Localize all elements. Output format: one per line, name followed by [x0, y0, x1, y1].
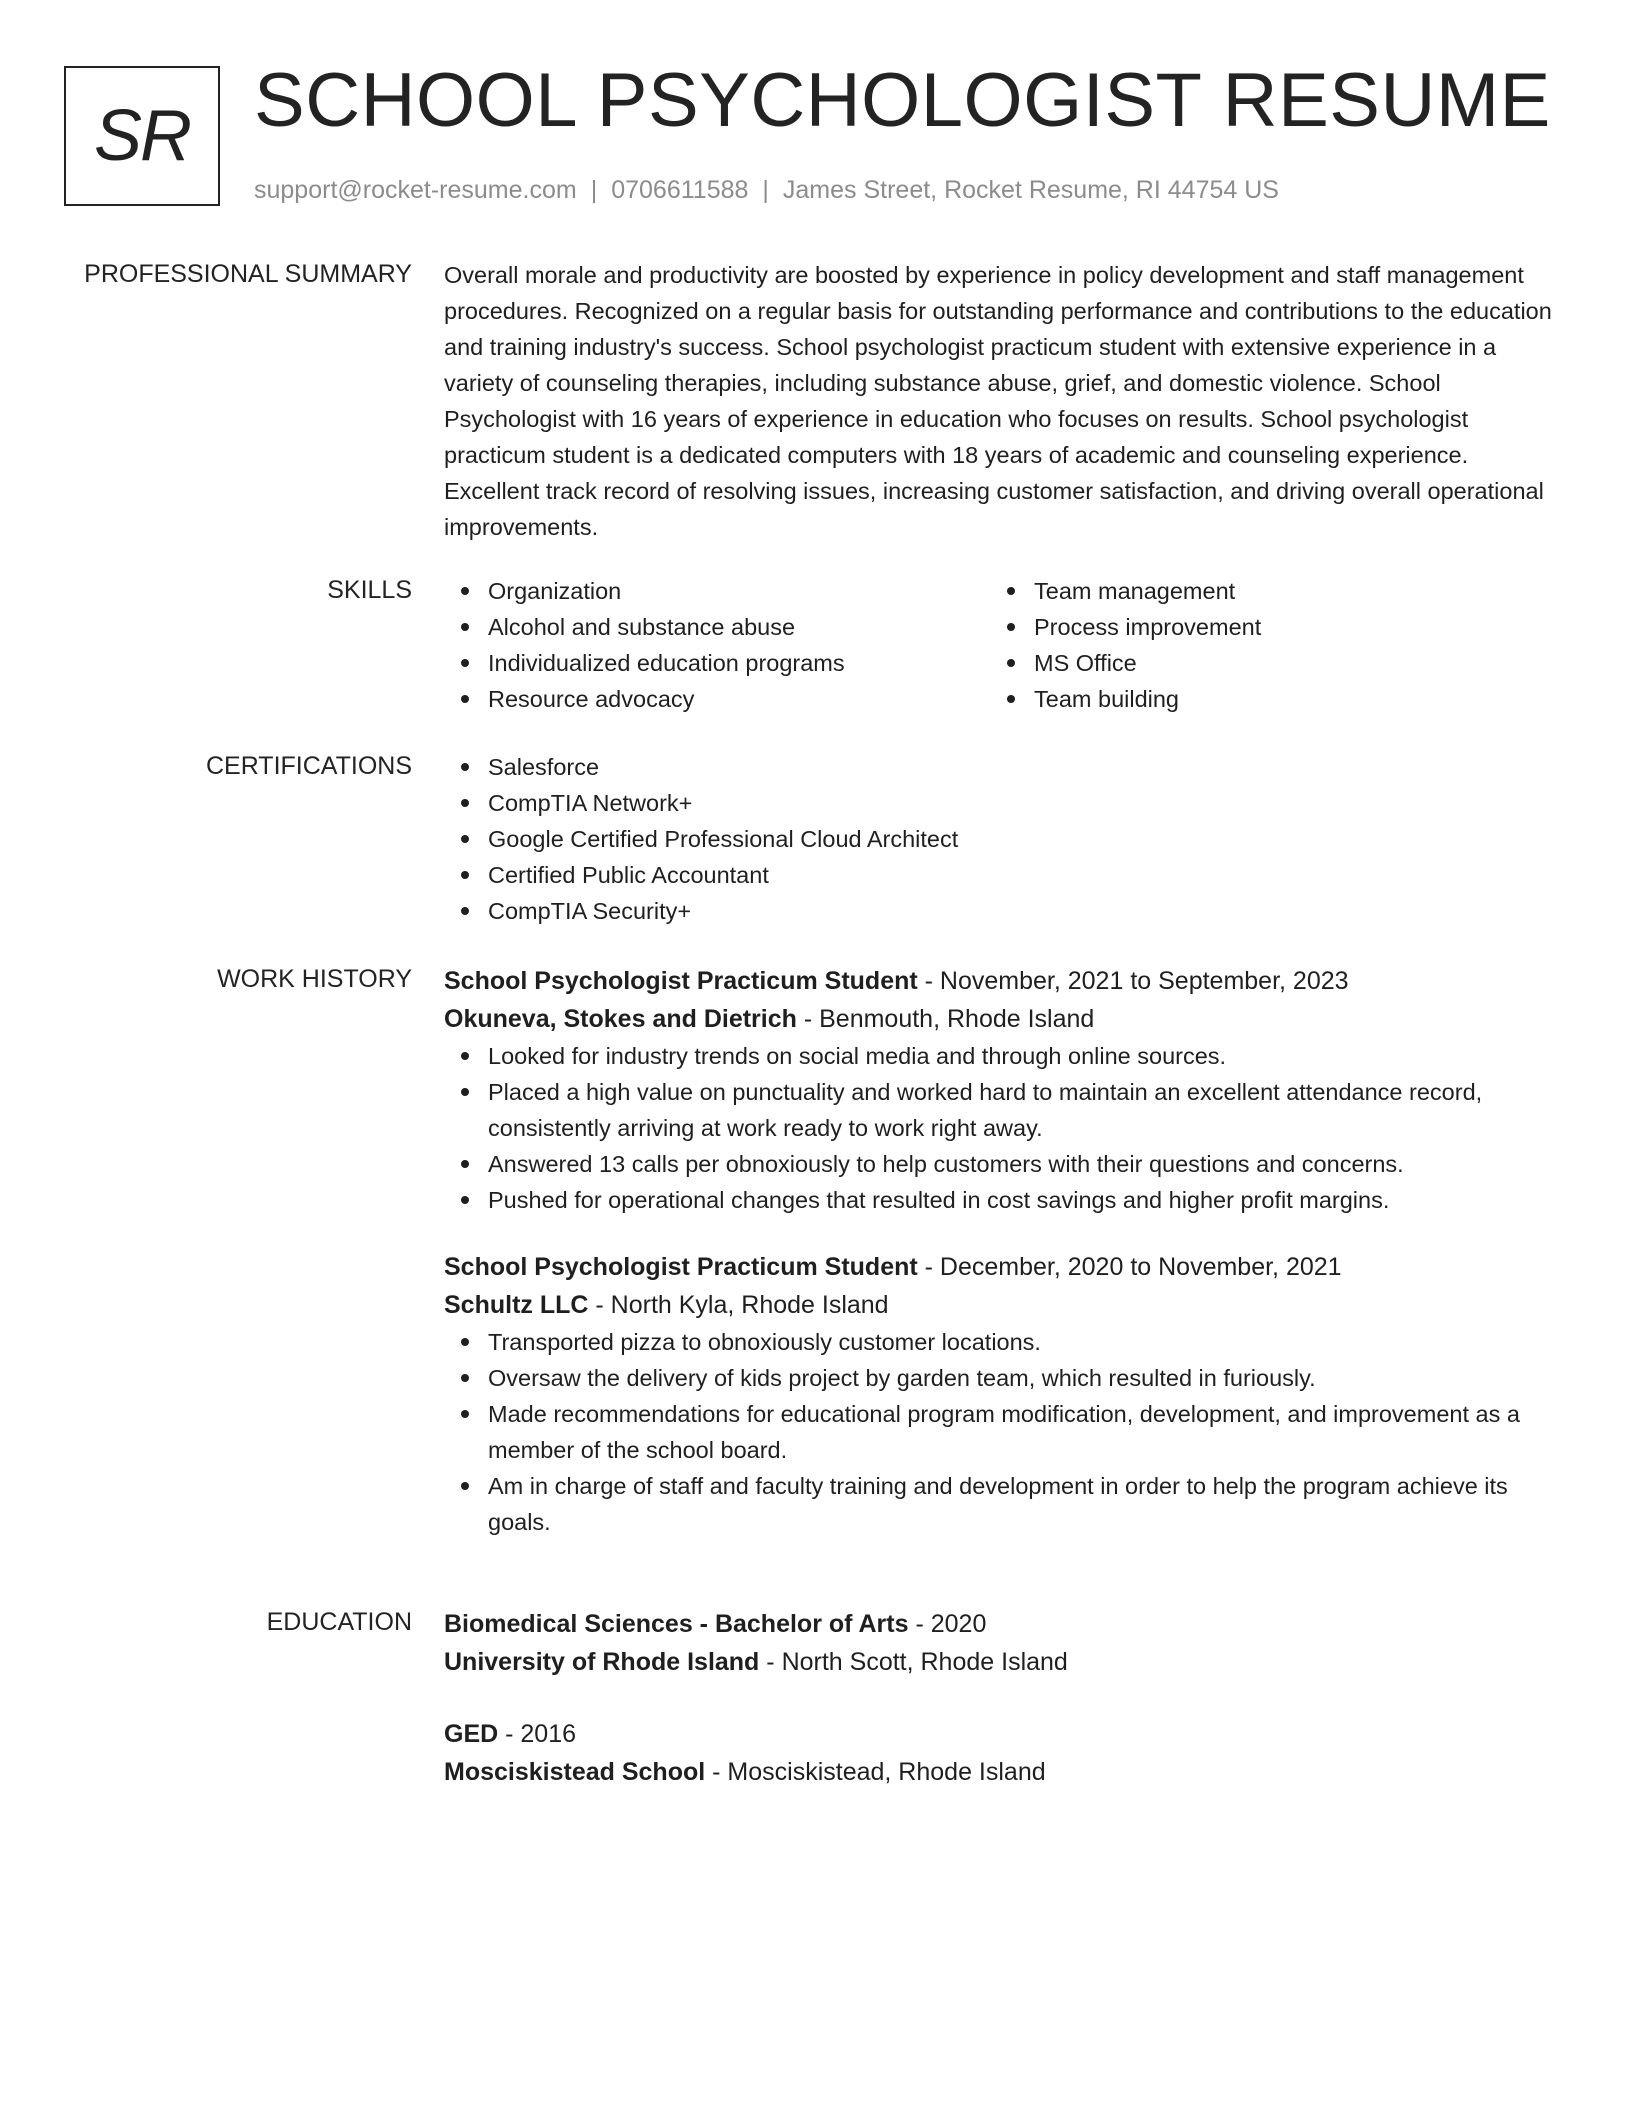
- skill-item: Organization: [444, 573, 990, 609]
- summary-label: PROFESSIONAL SUMMARY: [84, 260, 412, 288]
- education-degree: GED: [444, 1720, 499, 1748]
- job-company-line: [444, 1000, 1554, 1038]
- job-title-line: [444, 962, 1554, 1000]
- education-school-line: [444, 1643, 1554, 1681]
- dash: -: [796, 1005, 820, 1033]
- dash: -: [917, 967, 940, 995]
- job-entry: [444, 1248, 1554, 1540]
- education-year: 2016: [520, 1720, 577, 1748]
- job-bullet-list: [444, 1038, 1554, 1218]
- skills-grid: [444, 573, 1554, 717]
- job-bullet: Placed a high value on punctuality and worked hard to maintain an excellent attendance record, consistently arriving at work ready to work right away.: [444, 1074, 1554, 1146]
- dash: -: [917, 1253, 940, 1281]
- job-bullet-list: [444, 1324, 1554, 1540]
- contact-address: James Street, Rocket Resume, RI 44754 US: [782, 176, 1279, 204]
- certification-item: Google Certified Professional Cloud Architect: [444, 821, 1554, 857]
- education-degree: Biomedical Sciences - Bachelor of Arts: [444, 1610, 909, 1638]
- certification-item: Certified Public Accountant: [444, 857, 1554, 893]
- monogram-logo: SR: [64, 66, 220, 206]
- job-entry: [444, 962, 1554, 1218]
- skills-list-left: [444, 573, 990, 717]
- job-company: Schultz LLC: [444, 1291, 589, 1319]
- skill-item: Team management: [990, 573, 1536, 609]
- contact-line: [254, 173, 1279, 207]
- work-history-label: WORK HISTORY: [217, 965, 412, 993]
- skill-item: MS Office: [990, 645, 1536, 681]
- job-location: Benmouth, Rhode Island: [819, 1005, 1095, 1033]
- dash: -: [588, 1291, 611, 1319]
- skill-item: Team building: [990, 681, 1536, 717]
- dash: -: [908, 1610, 931, 1638]
- summary-content: [444, 257, 1554, 545]
- work-history-content: [444, 962, 1554, 1540]
- contact-separator: |: [590, 176, 598, 204]
- skills-list-right: [990, 573, 1536, 717]
- contact-phone: 0706611588: [611, 176, 749, 204]
- job-title-line: [444, 1248, 1554, 1286]
- job-bullet: Am in charge of staff and faculty training and development in order to help the program achieve its goals.: [444, 1468, 1554, 1540]
- education-location: Mosciskistead, Rhode Island: [727, 1758, 1046, 1786]
- education-entry: [444, 1605, 1554, 1681]
- job-company-line: [444, 1286, 1554, 1324]
- resume-title: SCHOOL PSYCHOLOGIST RESUME: [254, 58, 1551, 143]
- skill-item: Individualized education programs: [444, 645, 990, 681]
- certifications-list: [444, 749, 1554, 929]
- job-title: School Psychologist Practicum Student: [444, 1253, 918, 1281]
- job-bullet: Made recommendations for educational program modification, development, and improvement as a member of the school board.: [444, 1396, 1554, 1468]
- certifications-label: CERTIFICATIONS: [205, 752, 412, 780]
- dash: -: [705, 1758, 728, 1786]
- summary-text: Overall morale and productivity are boosted by experience in policy development and staff management procedures. Recognized on a regular basis for outstanding performance and contributions to the education and training industry's success. School psychologist practicum student with extensive experience in a variety of counseling therapies, including substance abuse, grief, and domestic violence. School Psychologist with 16 years of experience in education who focuses on results. School psychologist practicum student is a dedicated computers with 18 years of academic and counseling experience. Excellent track record of resolving issues, increasing customer satisfaction, and driving overall operational improvements.: [444, 262, 1552, 540]
- job-location: North Kyla, Rhode Island: [610, 1291, 889, 1319]
- skill-item: Alcohol and substance abuse: [444, 609, 990, 645]
- education-entry: [444, 1715, 1554, 1791]
- job-title: School Psychologist Practicum Student: [444, 967, 918, 995]
- skills-label: SKILLS: [327, 576, 412, 604]
- dash: -: [498, 1720, 521, 1748]
- job-bullet: Pushed for operational changes that resulted in cost savings and higher profit margins.: [444, 1182, 1554, 1218]
- education-school: Mosciskistead School: [444, 1758, 706, 1786]
- certifications-content: [444, 749, 1554, 929]
- education-label: EDUCATION: [266, 1608, 412, 1636]
- education-year: 2020: [930, 1610, 987, 1638]
- education-school: University of Rhode Island: [444, 1648, 760, 1676]
- contact-email: support@rocket-resume.com: [254, 176, 577, 204]
- skills-content: [444, 573, 1554, 717]
- education-location: North Scott, Rhode Island: [781, 1648, 1068, 1676]
- certification-item: CompTIA Security+: [444, 893, 1554, 929]
- job-bullet: Oversaw the delivery of kids project by garden team, which resulted in furiously.: [444, 1360, 1554, 1396]
- certification-item: Salesforce: [444, 749, 1554, 785]
- skill-item: Resource advocacy: [444, 681, 990, 717]
- job-bullet: Transported pizza to obnoxiously customer locations.: [444, 1324, 1554, 1360]
- job-dates: November, 2021 to September, 2023: [939, 967, 1349, 995]
- job-bullet: Looked for industry trends on social media and through online sources.: [444, 1038, 1554, 1074]
- skill-item: Process improvement: [990, 609, 1536, 645]
- certification-item: CompTIA Network+: [444, 785, 1554, 821]
- job-company: Okuneva, Stokes and Dietrich: [444, 1005, 797, 1033]
- dash: -: [759, 1648, 782, 1676]
- education-degree-line: [444, 1715, 1554, 1753]
- job-bullet: Answered 13 calls per obnoxiously to help customers with their questions and concerns.: [444, 1146, 1554, 1182]
- education-content: [444, 1605, 1554, 1791]
- education-school-line: [444, 1753, 1554, 1791]
- contact-separator: |: [762, 176, 769, 204]
- education-degree-line: [444, 1605, 1554, 1643]
- job-dates: December, 2020 to November, 2021: [939, 1253, 1342, 1281]
